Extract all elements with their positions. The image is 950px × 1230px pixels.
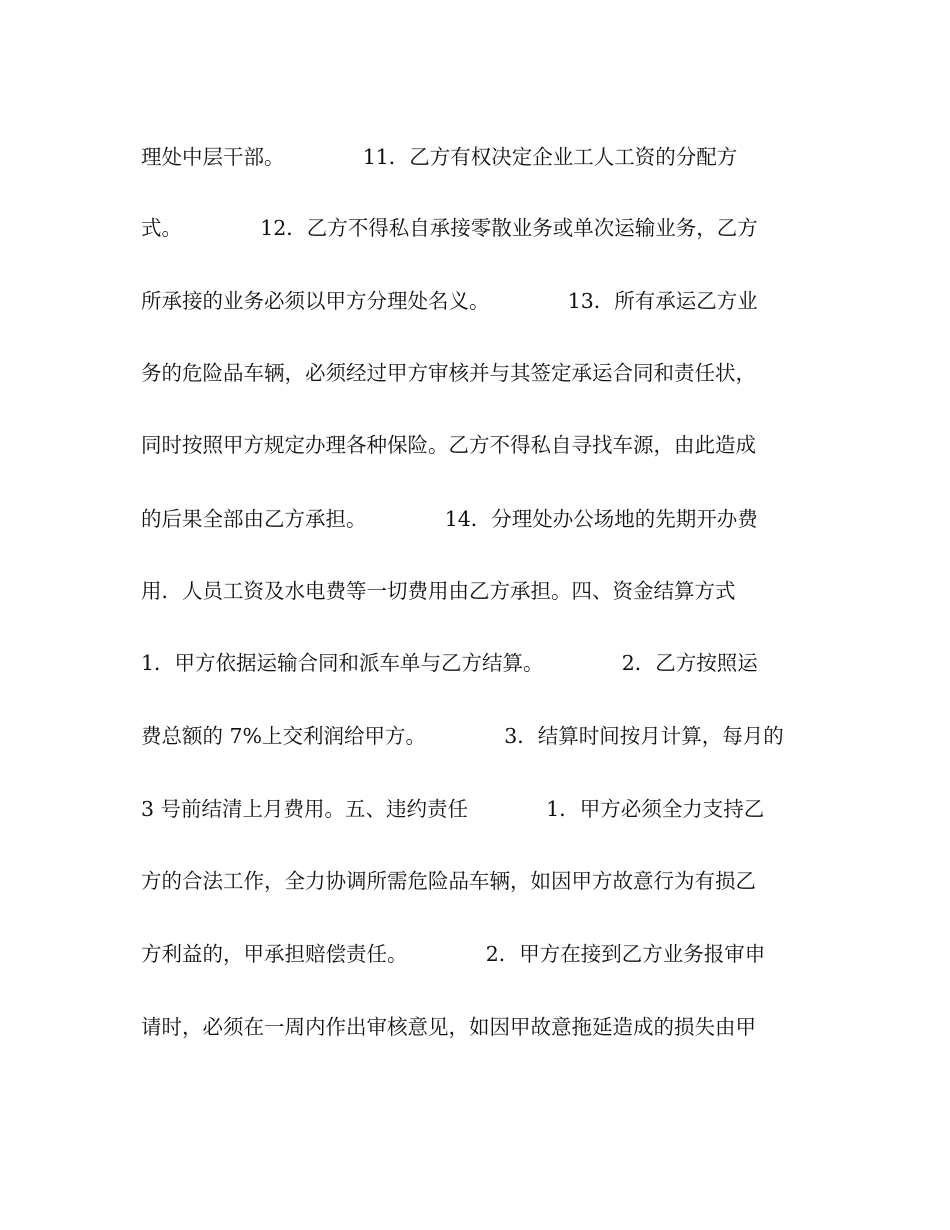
text-line: 1．甲方依据运输合同和派车单与乙方结算。 2．乙方按照运	[141, 651, 758, 675]
text-line: 方利益的，甲承担赔偿责任。 2．甲方在接到乙方业务报审申	[141, 942, 766, 966]
text-line: 请时，必须在一周内作出审核意见，如因甲故意拖延造成的损失由甲	[141, 1015, 756, 1039]
text-line: 所承接的业务必须以甲方分理处名义。 13．所有承运乙方业	[141, 289, 758, 313]
text-line: 务的危险品车辆，必须经过甲方审核并与其签定承运合同和责任状，	[141, 361, 756, 385]
text-line: 同时按照甲方规定办理各种保险。乙方不得私自寻找车源，由此造成	[141, 433, 756, 457]
text-line: 费总额的 7%上交利润给甲方。 3．结算时间按月计算，每月的	[141, 724, 784, 748]
text-line: 式。 12．乙方不得私自承接零散业务或单次运输业务，乙方	[141, 216, 758, 240]
text-line: 理处中层干部。 11．乙方有权决定企业工人工资的分配方	[141, 145, 738, 169]
text-line: 3 号前结清上月费用。五、违约责任 1．甲方必须全力支持乙	[141, 797, 765, 821]
text-line: 用．人员工资及水电费等一切费用由乙方承担。四、资金结算方式	[141, 579, 736, 603]
text-line: 方的合法工作，全力协调所需危险品车辆，如因甲方故意行为有损乙	[141, 869, 756, 893]
text-line: 的后果全部由乙方承担。 14．分理处办公场地的先期开办费	[141, 507, 758, 531]
